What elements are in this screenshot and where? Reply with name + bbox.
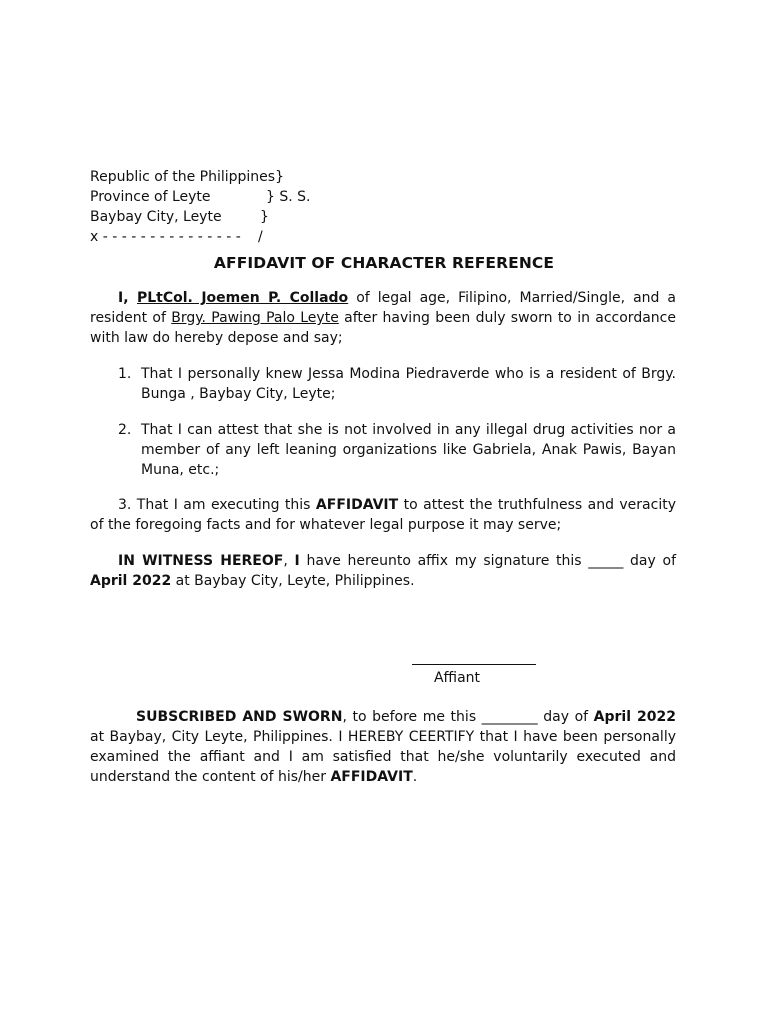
witness-text-3: at Baybay City, Leyte, Philippines. <box>171 573 415 589</box>
item-3-lead: 3. That I am executing this <box>118 497 316 513</box>
list-item-1 <box>118 364 676 404</box>
list-item-2 <box>118 420 676 480</box>
intro-text-1: of legal age, Filipino, Married/Single, and a resident of <box>90 290 677 326</box>
caption-slash: / <box>258 229 263 245</box>
affiant-name: PLtCol. Joemen P. Collado <box>136 290 349 306</box>
caption-line-x <box>90 227 410 247</box>
list-item-number: 2. <box>118 422 132 438</box>
list-item-number: 1. <box>118 366 132 382</box>
caption-province: Province of Leyte <box>90 189 211 205</box>
signature-line <box>412 664 536 665</box>
caption-city: Baybay City, Leyte <box>90 209 222 225</box>
caption-ss: } S. S. <box>266 189 311 205</box>
item-3-rest: to attest the truthfulness and veracity of the foregoing facts and for whatever legal purpose it may serve; <box>90 497 676 533</box>
caption-line-republic <box>90 167 410 187</box>
jurat-text-2: at Baybay, City Leyte, Philippines. I HEREBY CEERTIFY that I have been personally examined the affiant and I am satisfied that he/she voluntarily executed and understand the content of his/her <box>90 729 676 785</box>
caption-x-dashes: x - - - - - - - - - - - - - - - <box>90 229 241 245</box>
intro-text-2: after having been duly sworn to in accordance with law do hereby depose and say; <box>90 310 676 346</box>
list-item-text: That I can attest that she is not involved in any illegal drug activities nor a member of any left leaning organizations like Gabriela, Anak Pawis, Bayan Muna, etc.; <box>141 422 676 478</box>
witness-text-2: have hereunto affix my signature this _____ day of <box>299 553 677 569</box>
affiant-address: Brgy. Pawing Palo Leyte <box>171 310 339 326</box>
jurat-bold-3: AFFIDAVIT <box>330 769 413 785</box>
affiant-label: Affiant <box>433 670 481 686</box>
jurat-date: April 2022 <box>593 709 676 725</box>
jurat-paragraph <box>90 707 676 787</box>
witness-bold-2: I <box>294 553 300 569</box>
caption-republic: Republic of the Philippines} <box>90 169 284 185</box>
witness-text-1: , <box>283 553 295 569</box>
item-3-bold: AFFIDAVIT <box>315 497 399 513</box>
caption-line-city <box>90 207 410 227</box>
caption-line-province <box>90 187 410 207</box>
jurat-text-1: , to before me this ________ day of <box>342 709 594 725</box>
list-item-text: That I personally knew Jessa Modina Piedraverde who is a resident of Brgy. Bunga , Baybay City, Leyte; <box>141 366 676 402</box>
intro-paragraph <box>90 288 676 348</box>
item-3-paragraph <box>90 495 676 535</box>
witness-paragraph <box>90 551 676 591</box>
witness-bold-1: IN WITNESS HEREOF <box>118 553 284 569</box>
witness-date: April 2022 <box>90 573 172 589</box>
document-caption <box>90 167 410 247</box>
document-title: AFFIDAVIT OF CHARACTER REFERENCE <box>213 254 555 272</box>
jurat-text-3: . <box>412 769 418 785</box>
jurat-bold-1: SUBSCRIBED AND SWORN <box>136 709 343 725</box>
caption-brace: } <box>260 209 269 225</box>
intro-pronoun: I, <box>118 290 137 306</box>
